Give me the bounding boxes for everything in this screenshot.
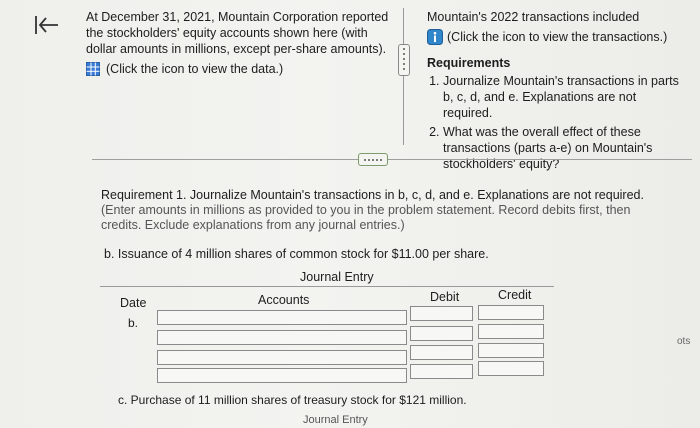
debit-column-header: Debit [430,290,460,304]
credit-input[interactable] [478,305,544,320]
requirement-item: 1. Journalize Mountain's transactions in parts b, c, d, and e. Explanations are not required. [443,73,687,121]
side-text: ots [677,336,691,347]
journal-entry-title: Journal Entry [300,270,374,284]
requirement-1-note: (Enter amounts in millions as provided to you in the problem statement. Record debits first, then credits. Exclude explanations from any journal entries.) [101,203,631,232]
journal-entry-title-c: Journal Entry [303,414,368,426]
part-c-description: c. Purchase of 11 million shares of treasury stock for $121 million. [118,393,467,407]
table-icon[interactable] [86,62,100,76]
view-data-label: (Click the icon to view the data.) [106,62,284,76]
collapse-left-icon [34,14,60,36]
view-transactions-label: (Click the icon to view the transactions.) [447,30,668,44]
credit-column-header: Credit [498,288,532,302]
requirements-list [427,73,687,172]
transactions-heading: Mountain's 2022 transactions included [427,10,640,24]
account-input[interactable] [157,330,407,345]
view-data-link[interactable] [86,61,394,77]
problem-intro [86,9,394,77]
account-input[interactable] [157,310,407,325]
credit-input[interactable] [478,343,544,358]
intro-text: At December 31, 2021, Mountain Corporation reported the stockholders' equity accounts shown here (with dollar amounts in millions, except per-share amounts). [86,10,389,56]
section-resize-handle[interactable] [358,153,388,166]
requirement-1-lead: Requirement 1. Journalize Mountain's transactions in b, c, d, and e. Explanations are not required. [101,188,644,202]
back-button[interactable] [34,14,60,42]
entry-date-label: b. [128,316,139,330]
credit-input[interactable] [478,324,544,339]
date-column-header: Date [120,296,147,310]
requirement-item: 2. What was the overall effect of these transactions (parts a-e) on Mountain's stockholders' equity? [443,124,687,172]
vertical-divider [403,8,404,145]
horizontal-divider [92,159,692,160]
panel-resize-handle[interactable] [398,44,410,76]
account-input[interactable] [157,350,407,365]
debit-input[interactable] [410,326,473,341]
info-icon[interactable] [427,29,443,45]
part-b-description: b. Issuance of 4 million shares of common stock for $11.00 per share. [104,247,489,261]
debit-input[interactable] [410,306,473,321]
requirements-title: Requirements [427,56,511,70]
account-input[interactable] [157,368,407,383]
journal-header-rule [100,286,554,287]
debit-input[interactable] [410,364,473,379]
debit-input[interactable] [410,345,473,360]
transactions-panel [427,9,687,175]
view-transactions-link[interactable] [427,29,687,45]
requirement-1-instructions [101,188,661,233]
accounts-column-header: Accounts [258,293,310,307]
credit-input[interactable] [478,361,544,376]
